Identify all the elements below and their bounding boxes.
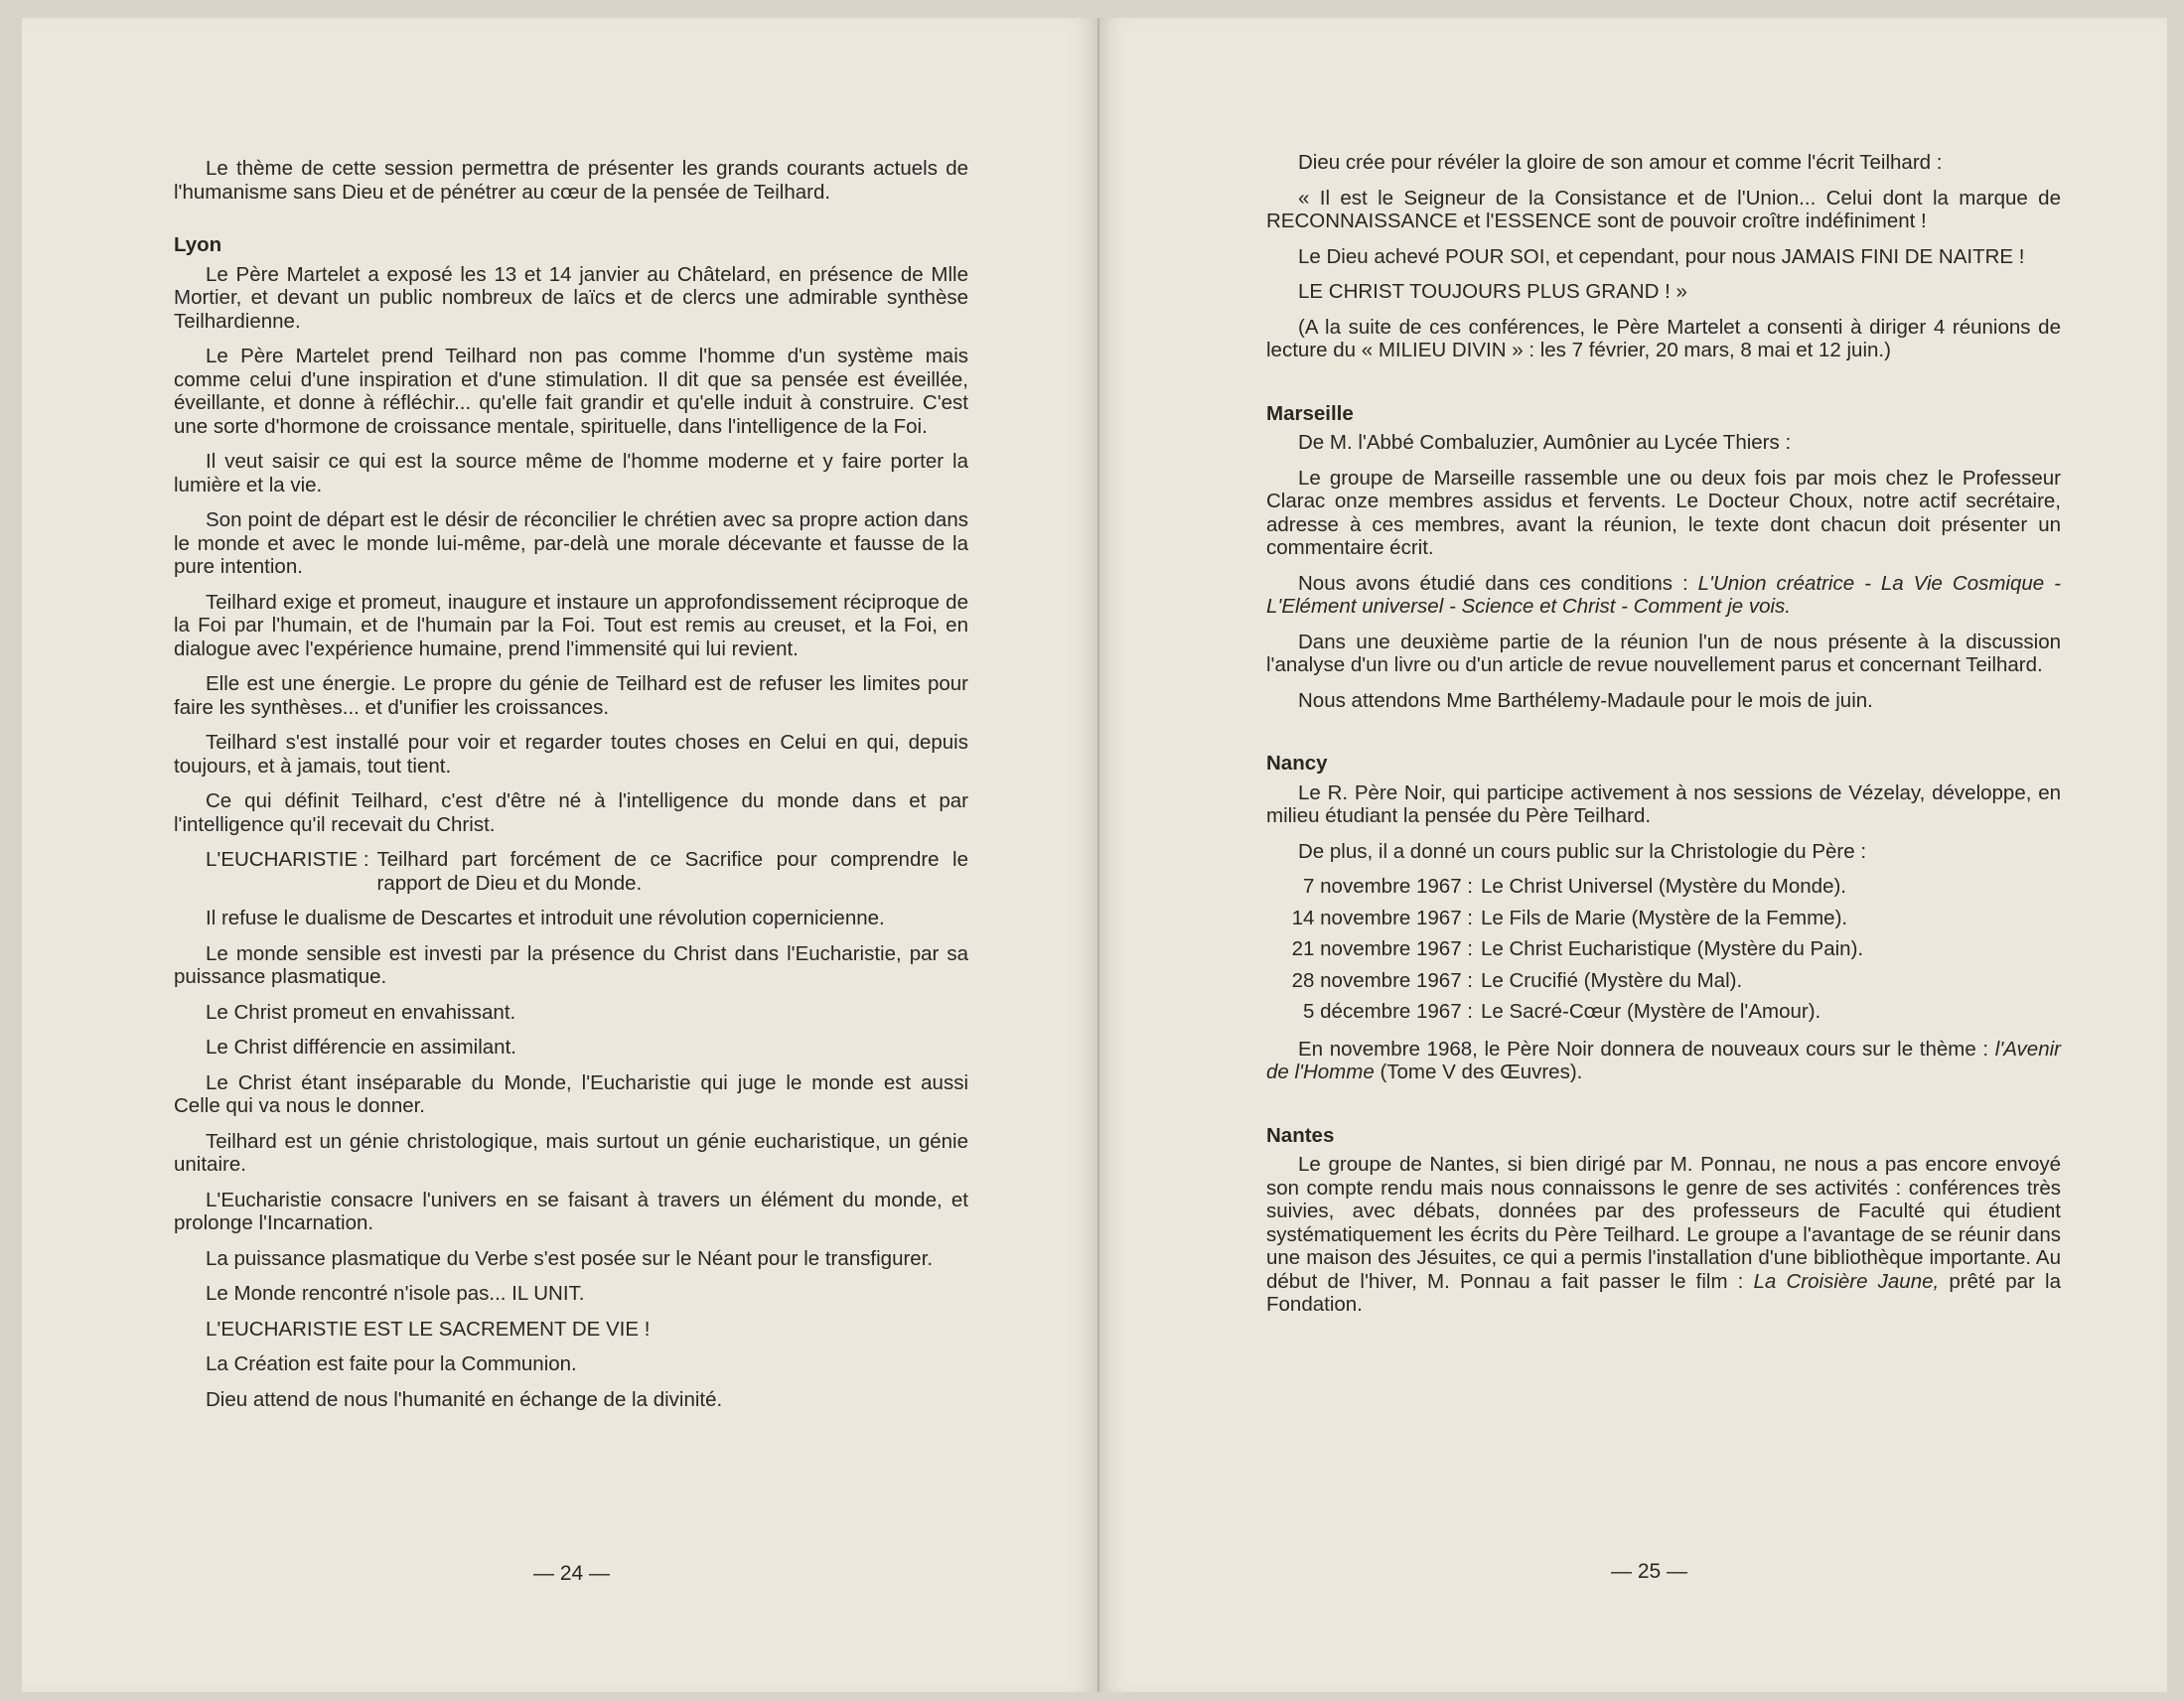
paragraph: Le Père Martelet a exposé les 13 et 14 janvier au Châtelard, en présence de Mlle Mortier, et devant un public nombreux de laïcs et de clercs une admirable synthèse Teilhardienne.: [174, 262, 968, 333]
section-heading-nantes: Nantes: [1266, 1123, 1335, 1147]
text-prefix: Nous avons étudié dans ces conditions :: [1298, 571, 1688, 595]
lecture-topic: Le Christ Eucharistique (Mystère du Pain).: [1481, 937, 1864, 960]
paragraph: De plus, il a donné un cours public sur la Christologie du Père :: [1298, 839, 1867, 863]
lecture-topic: Le Christ Universel (Mystère du Monde).: [1481, 875, 1846, 898]
quote-paragraph: « Il est le Seigneur de la Consistance et de l'Union... Celui dont la marque de RECONNAISSANCE et l'ESSENCE sont de pouvoir croître indéfiniment !: [1266, 186, 2061, 232]
section-heading-lyon: Lyon: [174, 233, 222, 256]
paragraph: Ce qui définit Teilhard, c'est d'être né à l'intelligence du monde dans et par l'intelligence qu'il recevait du Christ.: [174, 789, 968, 836]
book-titles: L'Union créatrice - La Vie Cosmique - L'Elément universel - Science et Christ - Comment je vois.: [1266, 571, 2061, 618]
paragraph: L'EUCHARISTIE EST LE SACREMENT DE VIE !: [206, 1317, 651, 1341]
lecture-topic: Le Crucifié (Mystère du Mal).: [1481, 968, 1743, 992]
paragraph: Il veut saisir ce qui est la source même de l'homme moderne et y faire porter la lumière et la vie.: [174, 450, 968, 496]
left-page: [22, 18, 1097, 1692]
lecture-topic: Le Fils de Marie (Mystère de la Femme).: [1481, 906, 1848, 929]
paragraph: Teilhard est un génie christologique, mais surtout un génie eucharistique, un génie unitaire.: [174, 1129, 968, 1176]
lecture-row: [1266, 907, 2061, 930]
lecture-row: [1266, 937, 2061, 961]
left-column: [174, 157, 968, 1423]
paragraph: Le Christ différencie en assimilant.: [206, 1036, 516, 1059]
right-column: [1266, 151, 2061, 1329]
paragraph: Dieu attend de nous l'humanité en échange de la divinité.: [206, 1387, 723, 1411]
paragraph: Le Père Martelet prend Teilhard non pas comme l'homme d'un système mais comme celui d'une inspiration et d'une stimulation. Il dit que sa pensée est éveillée, éveillante, et donne à réfléchir... qu'elle fait grandir et qu'elle induit à construire. C'est une sorte d'hormone de croissance mentale, spirituelle, dans l'intelligence de la Foi.: [174, 345, 968, 438]
paragraph: [1266, 1153, 2061, 1317]
lecture-date: 21 novembre 1967 :: [1291, 937, 1473, 960]
lecture-date: 14 novembre 1967 :: [1291, 906, 1473, 929]
paragraph: Dans une deuxième partie de la réunion l'un de nous présente à la discussion l'analyse d'un livre ou d'un article de revue nouvellement parus et concernant Teilhard.: [1266, 630, 2061, 676]
lecture-row: [1266, 1000, 2061, 1024]
paragraph: [1266, 572, 2061, 619]
quote-paragraph: LE CHRIST TOUJOURS PLUS GRAND ! »: [1298, 280, 1687, 303]
film-title: La Croisière Jaune,: [1753, 1269, 1940, 1293]
paragraph: La Création est faite pour la Communion.: [206, 1352, 577, 1375]
quote-paragraph: Le Dieu achevé POUR SOI, et cependant, pour nous JAMAIS FINI DE NAITRE !: [1298, 244, 2025, 268]
lecture-date: 7 novembre 1967 :: [1303, 875, 1473, 898]
definition-text: Teilhard part forcément de ce Sacrifice pour comprendre le rapport de Dieu et du Monde.: [376, 848, 968, 895]
paragraph: Son point de départ est le désir de réconcilier le chrétien avec sa propre action dans le monde et avec le monde lui-même, par-delà une morale décevante et fausse de la pure intention.: [174, 508, 968, 578]
paragraph: L'Eucharistie consacre l'univers en se faisant à travers un élément du monde, et prolonge l'Incarnation.: [174, 1188, 968, 1234]
paragraph: La puissance plasmatique du Verbe s'est posée sur le Néant pour le transfigurer.: [206, 1246, 934, 1270]
paragraph: Le Monde rencontré n'isole pas... IL UNIT.: [206, 1282, 585, 1305]
text-body: Le groupe de Nantes, si bien dirigé par M. Ponnau, ne nous a pas encore envoyé son compte rendu mais nous connaissons le genre de ses activités : conférences très suivies, avec débats, données par des professeurs de Faculté qui étudient systématiquement les écrits du Père Teilhard. Le groupe a l'avantage de se réunir dans une maison des Jésuites, ce qui a permis l'installation d'une bibliothèque importante. Au début de l'hiver, M. Ponnau a fait passer le film :: [1266, 1153, 2061, 1293]
paragraph: Le monde sensible est investi par la présence du Christ dans l'Eucharistie, par sa puissance plasmatique.: [174, 941, 968, 988]
lecture-date: 5 décembre 1967 :: [1303, 1000, 1473, 1023]
paragraph: Elle est une énergie. Le propre du génie de Teilhard est de refuser les limites pour faire les synthèses... et d'unifier les croissances.: [174, 672, 968, 719]
page-number-right: — 25 —: [1611, 1560, 1688, 1583]
page-number-left: — 24 —: [533, 1562, 611, 1585]
paragraph: Le Christ promeut en envahissant.: [206, 1000, 516, 1024]
paragraph: Il refuse le dualisme de Descartes et introduit une révolution copernicienne.: [206, 907, 885, 929]
lecture-row: [1266, 875, 2061, 899]
paragraph: Nous attendons Mme Barthélemy-Madaule pour le mois de juin.: [1298, 688, 1873, 712]
definition-term: L'EUCHARISTIE :: [206, 848, 369, 871]
text-suffix: prêté par la Fondation.: [1266, 1269, 2061, 1316]
book-title: l'Avenir de l'Homme: [1266, 1037, 2061, 1083]
paragraph: De M. l'Abbé Combaluzier, Aumônier au Lycée Thiers :: [1298, 431, 1792, 454]
paragraph: Dieu crée pour révéler la gloire de son amour et comme l'écrit Teilhard :: [1298, 151, 1943, 174]
lecture-row: [1266, 969, 2061, 993]
section-heading-nancy: Nancy: [1266, 752, 1328, 775]
paragraph: [1266, 1038, 2061, 1084]
right-page: [1099, 18, 2167, 1692]
eucharistie-definition: [206, 848, 968, 895]
paragraph: Le Christ étant inséparable du Monde, l'Eucharistie qui juge le monde est aussi Celle qui va nous le donner.: [174, 1070, 968, 1117]
section-heading-marseille: Marseille: [1266, 401, 1354, 425]
intro-paragraph: Le thème de cette session permettra de présenter les grands courants actuels de l'humanisme sans Dieu et de pénétrer au cœur de la pensée de Teilhard.: [174, 157, 968, 204]
paragraph: Teilhard exige et promeut, inaugure et instaure un approfondissement réciproque de la Foi par l'humain, et de l'humain par la Foi. Tout est remis au creuset, et la Foi, en dialogue avec l'expérience humaine, prend l'immensité qui lui revient.: [174, 590, 968, 660]
lecture-topic: Le Sacré-Cœur (Mystère de l'Amour).: [1481, 1000, 1821, 1023]
paragraph: Le groupe de Marseille rassemble une ou deux fois par mois chez le Professeur Clarac onze membres assidus et fervents. Le Docteur Choux, notre actif secrétaire, adresse à ces membres, avant la réunion, le texte dont chacun doit présenter un commentaire écrit.: [1266, 466, 2061, 559]
booklet-spread: [22, 18, 2167, 1692]
lecture-date: 28 novembre 1967 :: [1291, 968, 1473, 992]
text-prefix: En novembre 1968, le Père Noir donnera de nouveaux cours sur le thème :: [1298, 1037, 1989, 1061]
paragraph: (A la suite de ces conférences, le Père Martelet a consenti à diriger 4 réunions de lecture du « MILIEU DIVIN » : les 7 février, 20 mars, 8 mai et 12 juin.): [1266, 315, 2061, 361]
text-suffix: (Tome V des Œuvres).: [1380, 1061, 1583, 1083]
paragraph: Teilhard s'est installé pour voir et regarder toutes choses en Celui en qui, depuis toujours, et à jamais, tout tient.: [174, 731, 968, 778]
paragraph: Le R. Père Noir, qui participe activement à nos sessions de Vézelay, développe, en milieu étudiant la pensée du Père Teilhard.: [1266, 780, 2061, 827]
